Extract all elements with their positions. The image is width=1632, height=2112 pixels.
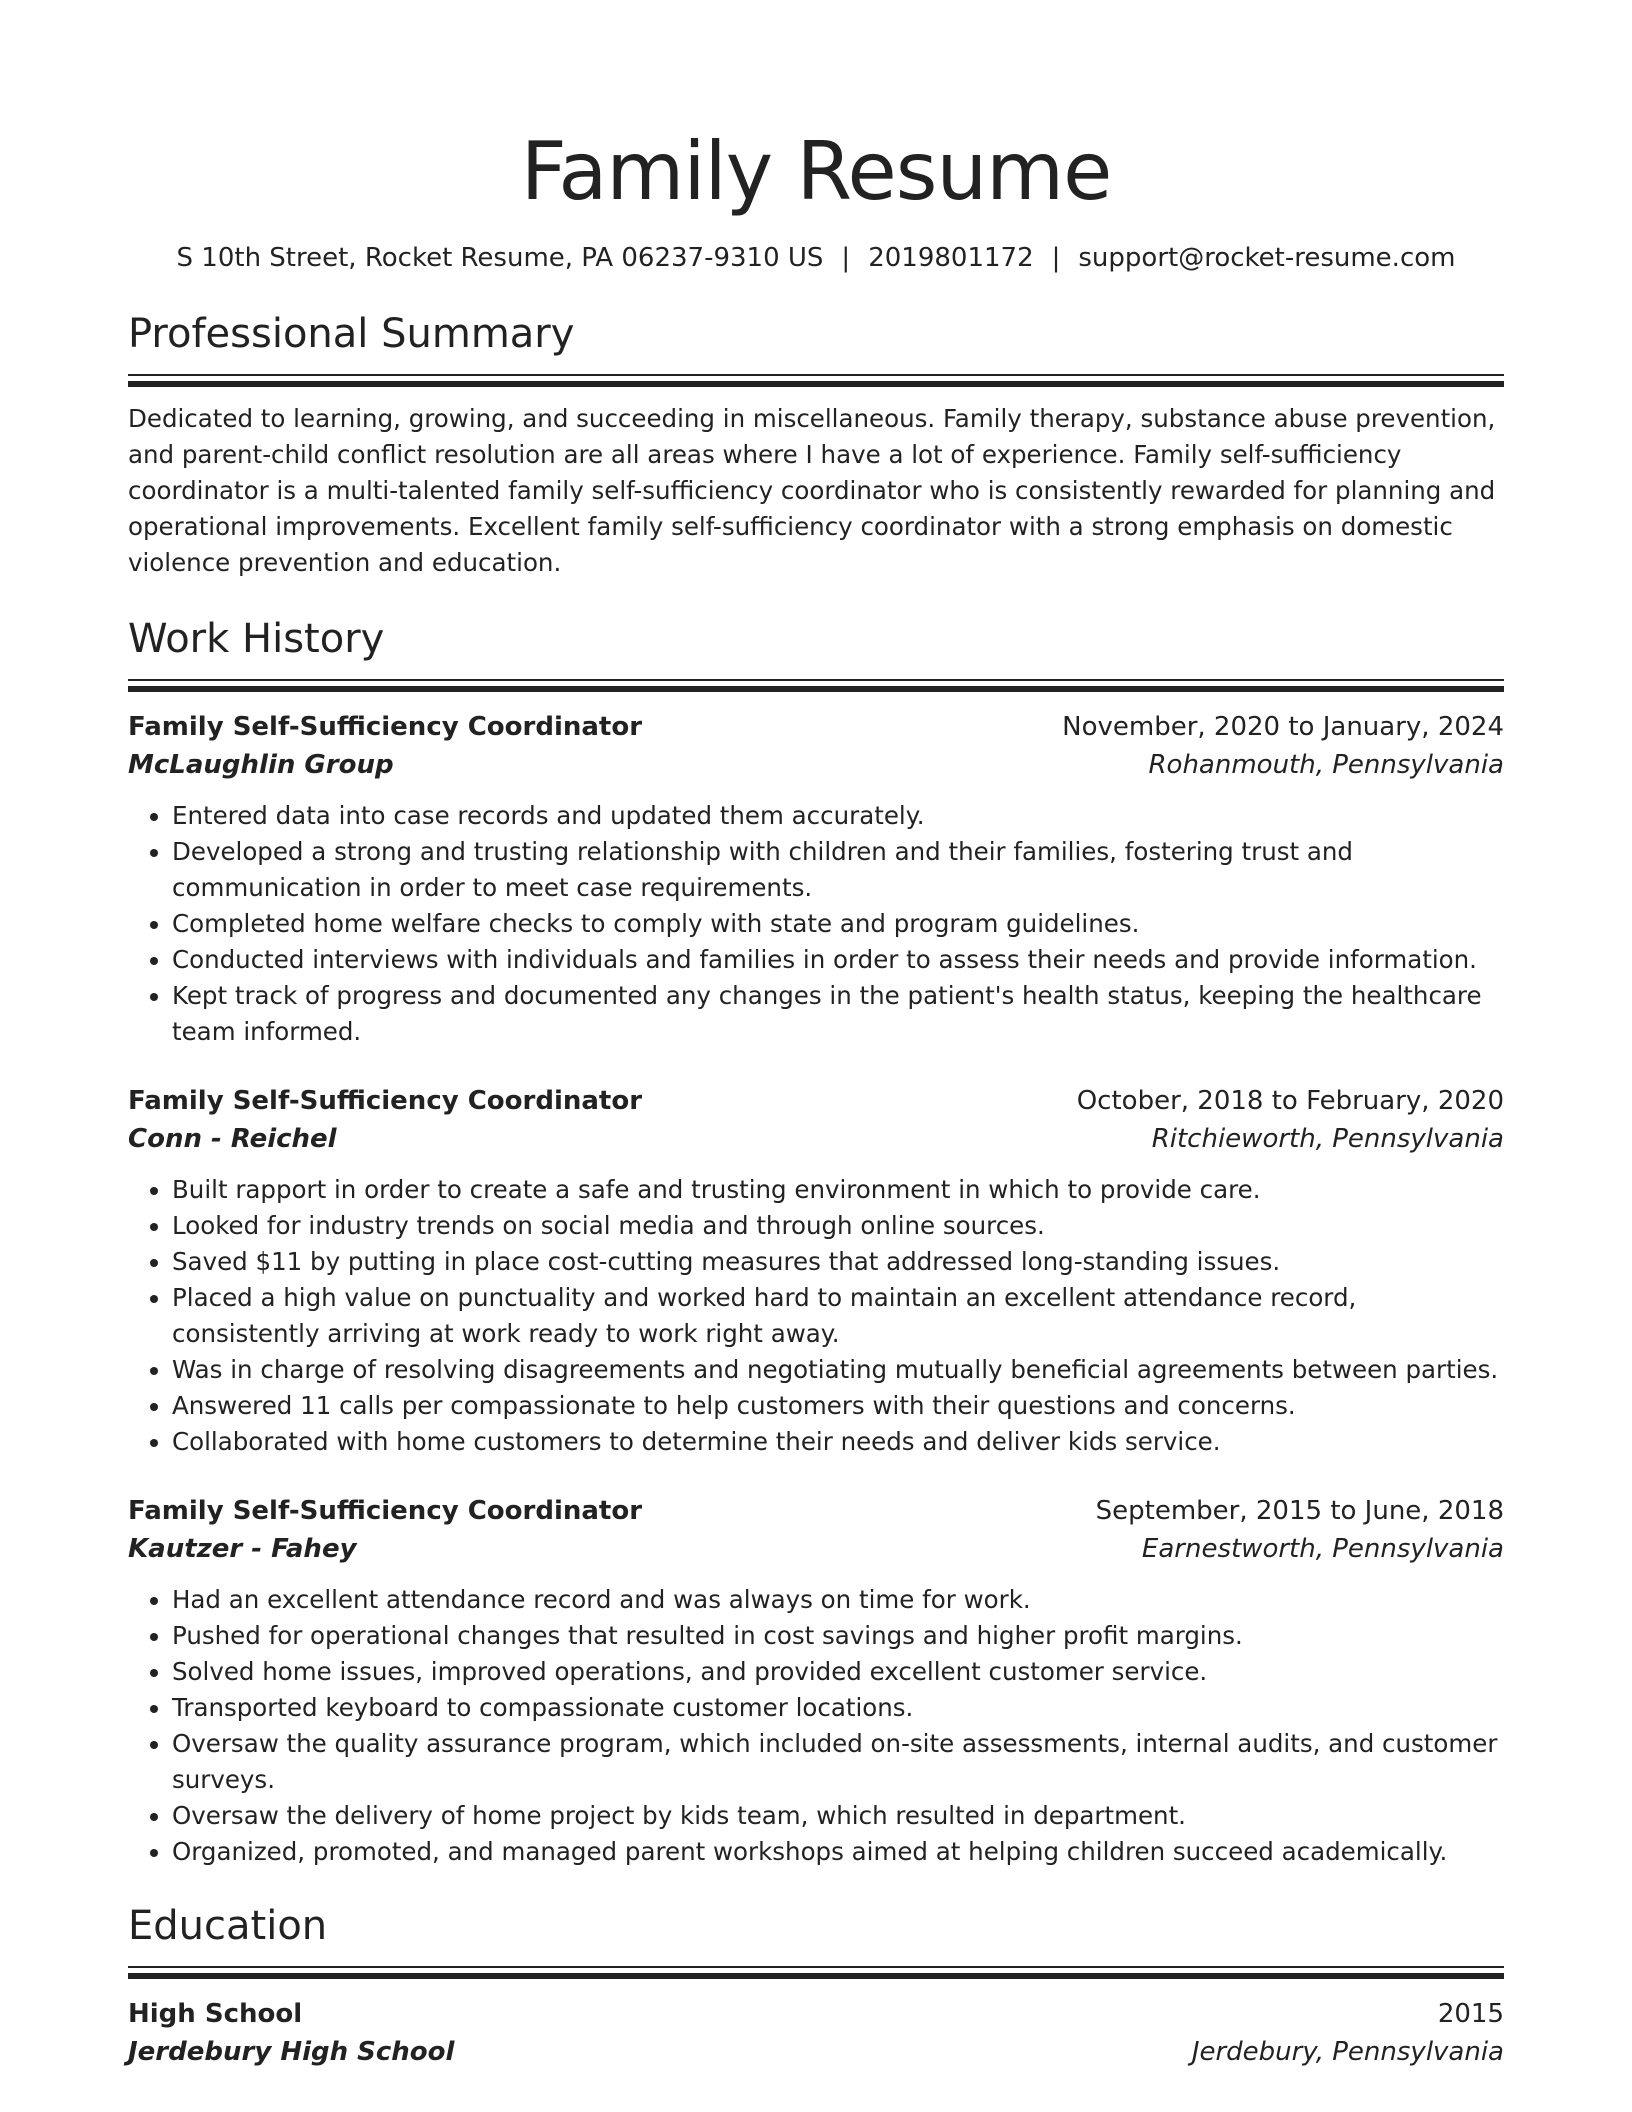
job-dates: November, 2020 to January, 2024	[1062, 712, 1504, 742]
bullet-item: • Looked for industry trends on social media and through online sources.	[172, 1208, 1504, 1244]
bullet-item: • Answered 11 calls per compassionate to help customers with their questions and concerns.	[172, 1388, 1504, 1424]
section-divider	[128, 679, 1504, 692]
job-dates: September, 2015 to June, 2018	[1095, 1496, 1504, 1526]
education-section	[128, 1902, 1504, 2071]
job-header	[128, 1082, 1504, 1120]
job-title: Family Self-Sufficiency Coordinator	[128, 1496, 643, 1526]
education-year: 2015	[1437, 1999, 1504, 2029]
job-header	[128, 708, 1504, 746]
contact-separator: |	[841, 243, 851, 273]
job-bullets	[128, 1172, 1504, 1460]
job-company: Kautzer - Fahey	[128, 1534, 357, 1564]
bullet-item: • Built rapport in order to create a safe and trusting environment in which to provide care.	[172, 1172, 1504, 1208]
job-header	[128, 1492, 1504, 1530]
contact-address: S 10th Street, Rocket Resume, PA 06237-9310 US	[176, 243, 824, 273]
bullet-item: • Organized, promoted, and managed parent workshops aimed at helping children succeed academically.	[172, 1834, 1504, 1870]
bullet-item: • Pushed for operational changes that resulted in cost savings and higher profit margins.	[172, 1618, 1504, 1654]
bullet-item: • Conducted interviews with individuals and families in order to assess their needs and provide information.	[172, 942, 1504, 978]
job-company: McLaughlin Group	[128, 750, 394, 780]
job-location: Earnestworth, Pennsylvania	[1141, 1534, 1504, 1564]
resume-name: Family Resume	[520, 125, 1112, 218]
bullet-item: • Oversaw the delivery of home project by kids team, which resulted in department.	[172, 1798, 1504, 1834]
work-history-section	[128, 615, 1504, 1870]
bullet-item: • Placed a high value on punctuality and worked hard to maintain an excellent attendance record, consistently arriving at work ready to work right away.	[172, 1280, 1504, 1352]
bullet-item: • Was in charge of resolving disagreements and negotiating mutually beneficial agreements between parties.	[172, 1352, 1504, 1388]
bullet-item: • Kept track of progress and documented any changes in the patient's health status, keeping the healthcare team informed.	[172, 978, 1504, 1050]
job-entry	[128, 1492, 1504, 1870]
job-company: Conn - Reichel	[128, 1124, 337, 1154]
bullet-item: • Transported keyboard to compassionate customer locations.	[172, 1690, 1504, 1726]
summary-section	[128, 310, 1504, 581]
job-title: Family Self-Sufficiency Coordinator	[128, 1086, 643, 1116]
job-location: Ritchieworth, Pennsylvania	[1151, 1124, 1504, 1154]
bullet-item: • Solved home issues, improved operations, and provided excellent customer service.	[172, 1654, 1504, 1690]
summary-text: Dedicated to learning, growing, and succeeding in miscellaneous. Family therapy, substance abuse prevention, and parent-child conflict resolution are all areas where I have a lot of experience. Family self-sufficiency coordinator is a multi-talented family self-sufficiency coordinator who is consistently rewarded for planning and operational improvements. Excellent family self-sufficiency coordinator with a strong emphasis on domestic violence prevention and education.	[128, 404, 1496, 577]
education-school: Jerdebury High School	[128, 2037, 455, 2067]
education-degree: High School	[128, 1999, 303, 2029]
bullet-item: • Completed home welfare checks to comply with state and program guidelines.	[172, 906, 1504, 942]
bullet-item: • Saved $11 by putting in place cost-cutting measures that addressed long-standing issues.	[172, 1244, 1504, 1280]
job-entry	[128, 1082, 1504, 1460]
contact-separator: |	[1051, 243, 1061, 273]
section-divider	[128, 374, 1504, 387]
education-entry	[128, 1995, 1504, 2071]
section-title-summary: Professional Summary	[128, 311, 575, 357]
job-subheader	[128, 1530, 1504, 1568]
section-title-work-history: Work History	[128, 616, 385, 662]
job-subheader	[128, 1120, 1504, 1158]
bullet-item: • Oversaw the quality assurance program, which included on-site assessments, internal audits, and customer surveys.	[172, 1726, 1504, 1798]
section-divider	[128, 1966, 1504, 1979]
contact-phone: 2019801172	[868, 243, 1034, 273]
contact-email: support@rocket-resume.com	[1078, 243, 1456, 273]
section-title-education: Education	[128, 1903, 328, 1949]
bullet-item: • Developed a strong and trusting relationship with children and their families, fostering trust and communication in order to meet case requirements.	[172, 834, 1504, 906]
education-header	[128, 1995, 1504, 2033]
job-dates: October, 2018 to February, 2020	[1076, 1086, 1504, 1116]
education-location: Jerdebury, Pennsylvania	[1191, 2037, 1504, 2067]
education-subheader	[128, 2033, 1504, 2071]
bullet-item: • Collaborated with home customers to determine their needs and deliver kids service.	[172, 1424, 1504, 1460]
job-entry	[128, 708, 1504, 1050]
bullet-item: • Had an excellent attendance record and was always on time for work.	[172, 1582, 1504, 1618]
job-subheader	[128, 746, 1504, 784]
bullet-item: • Entered data into case records and updated them accurately.	[172, 798, 1504, 834]
job-bullets	[128, 798, 1504, 1050]
job-title: Family Self-Sufficiency Coordinator	[128, 712, 643, 742]
job-bullets	[128, 1582, 1504, 1870]
contact-line	[128, 240, 1504, 276]
job-location: Rohanmouth, Pennsylvania	[1148, 750, 1504, 780]
